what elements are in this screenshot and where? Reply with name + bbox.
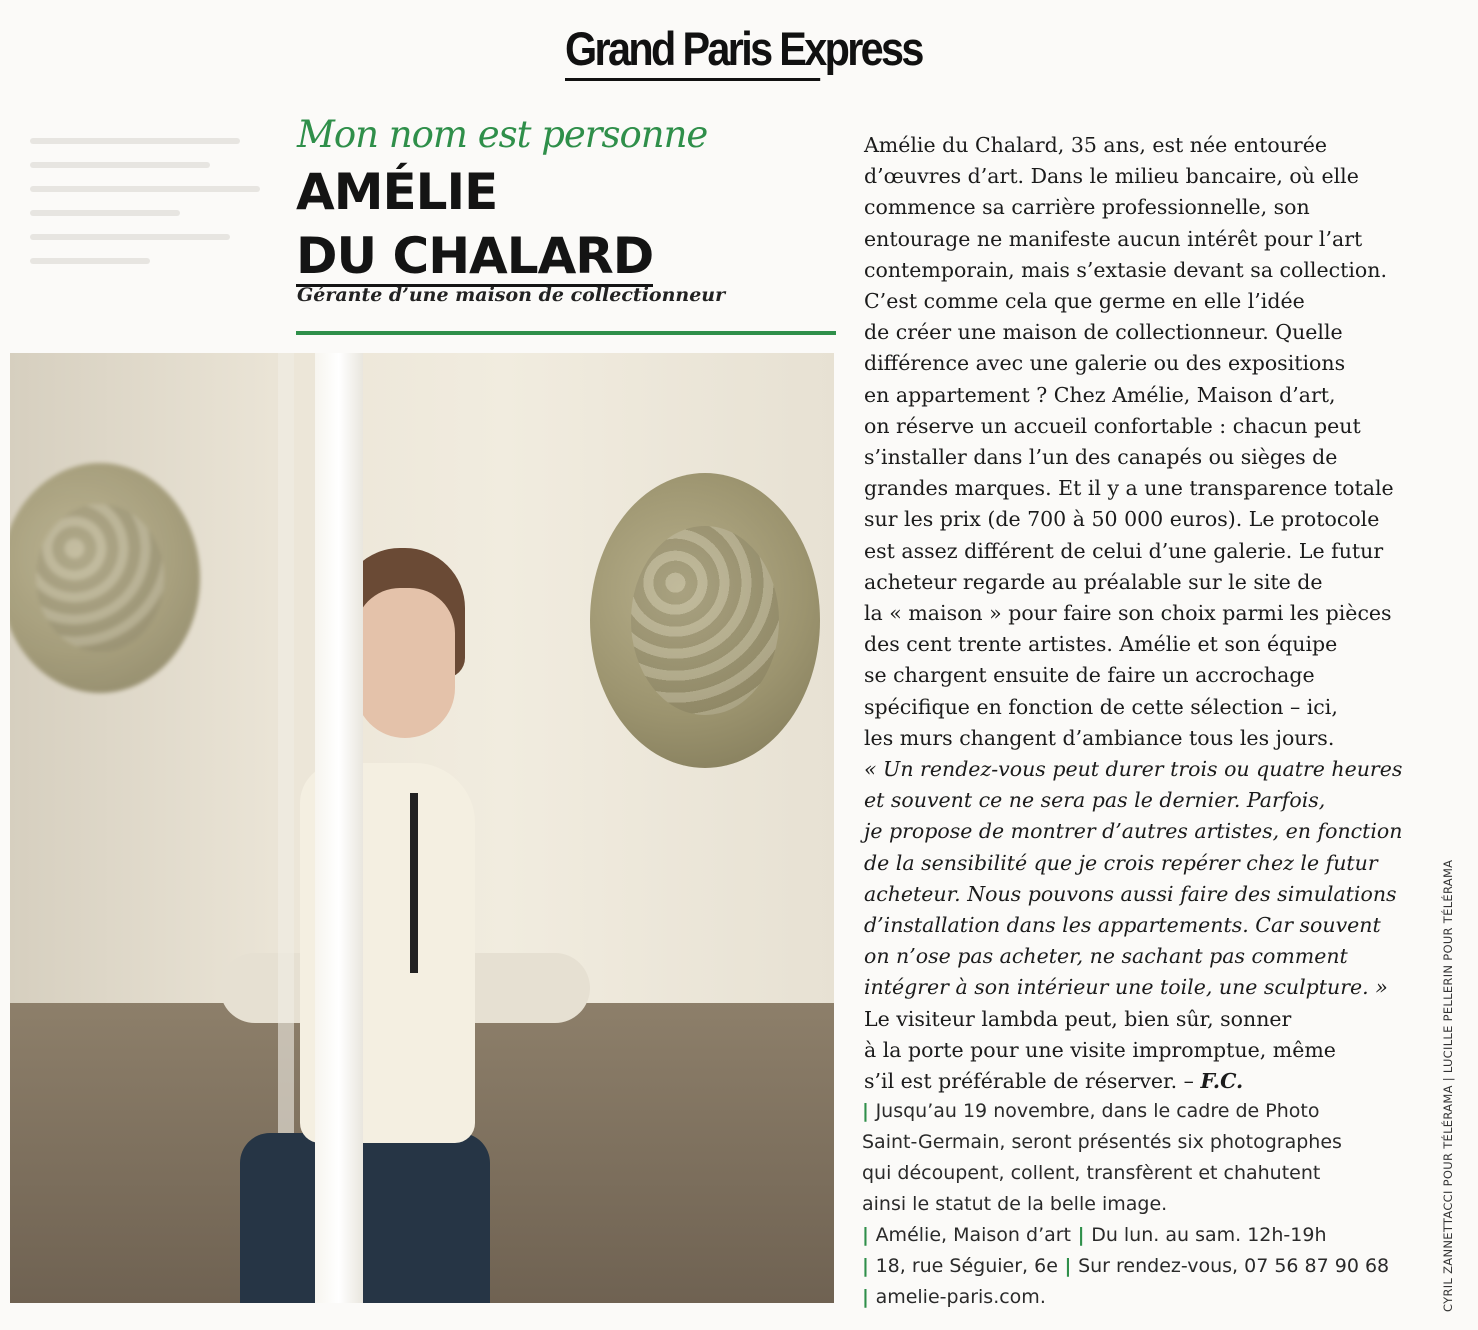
body-line: Amélie du Chalard, 35 ans, est née entourée [864,133,1327,157]
quote-line: et souvent ce ne sera pas le dernier. Parfois, [864,788,1326,813]
article-subtitle: Gérante d’une maison de collectionneur [297,284,726,306]
wall-artwork-left [10,463,200,693]
body-line: en appartement ? Chez Amélie, Maison d’art, [864,382,1336,407]
opening-hours: Du lun. au sam. 12h-19h [1091,1224,1327,1246]
subject-collar [410,793,418,973]
article-body [864,130,1424,1097]
info-separator: | [1057,1255,1079,1277]
closing-text: s’il est préférable de réserver. – [864,1069,1194,1094]
body-line: s’installer dans l’un des canapés ou sièges de [864,445,1338,470]
author-signature: F.C. [1200,1069,1244,1094]
section-title: Grand Paris Express [565,20,820,81]
article-headline [296,160,816,288]
body-line: les murs changent d’ambiance tous les jours. [864,725,1335,750]
wall-artwork-right [590,473,820,768]
subject-face [355,588,455,738]
quote-line: « Un rendez-vous peut durer trois ou quatre heures [864,757,1403,782]
photo-pillar [315,353,363,1303]
quote-line: de la sensibilité que je crois repérer chez le futur [864,850,1378,875]
info-separator: | [862,1286,876,1308]
subject-jeans [240,1133,490,1303]
portrait-photo [10,353,834,1303]
venue-address: 18, rue Séguier, 6e [875,1255,1058,1277]
quote-line: intégrer à son intérieur une toile, une sculpture. » [864,975,1388,1000]
info-separator: | [862,1255,876,1277]
body-line: d’œuvres d’art. Dans le milieu bancaire, où elle [864,164,1359,189]
info-line: Saint-Germain, seront présentés six photographes [862,1131,1342,1153]
body-line: de créer une maison de collectionneur. Quelle [864,320,1343,345]
body-line: la « maison » pour faire son choix parmi les pièces [864,601,1392,626]
info-line: Jusqu’au 19 novembre, dans le cadre de Photo [875,1100,1320,1122]
headline-line-1: AMÉLIE [296,163,498,221]
body-line: acheteur regarde au préalable sur le site de [864,569,1323,594]
body-line: est assez différent de celui d’une galerie. Le futur [864,538,1384,563]
venue-phone: Sur rendez-vous, 07 56 87 90 68 [1078,1255,1390,1277]
body-line: grandes marques. Et il y a une transparence totale [864,476,1394,501]
photo-credit: CYRIL ZANNETTACCI POUR TÉLÉRAMA | LUCILLE PELLERIN POUR TÉLÉRAMA [1441,859,1455,1312]
body-line: contemporain, mais s’extasie devant sa collection. [864,257,1387,282]
quote-line: je propose de montrer d’autres artistes, en fonction [864,819,1403,844]
headline-line-2: DU CHALARD [296,227,654,285]
body-line: différence avec une galerie ou des expositions [864,351,1346,376]
info-separator: | [862,1224,876,1246]
practical-info [862,1096,1422,1313]
info-separator: | [862,1100,876,1122]
body-line: on réserve un accueil confortable : chacun peut [864,413,1361,438]
venue-name: Amélie, Maison d’art [875,1224,1072,1246]
body-line: Le visiteur lambda peut, bien sûr, sonner [864,1006,1292,1031]
body-line-last [864,1066,1424,1097]
info-separator: | [1071,1224,1092,1246]
body-line: C’est comme cela que germe en elle l’idée [864,289,1305,314]
article-kicker: Mon nom est personne [297,113,708,156]
body-line: se chargent ensuite de faire un accrochage [864,663,1315,688]
info-line: ainsi le statut de la belle image. [862,1193,1168,1215]
body-line: sur les prix (de 700 à 50 000 euros). Le protocole [864,507,1380,532]
venue-website[interactable]: amelie-paris.com. [875,1286,1046,1308]
info-line: qui découpent, collent, transfèrent et chahutent [862,1162,1321,1184]
body-line: commence sa carrière professionnelle, son [864,195,1310,220]
quote-line: acheteur. Nous pouvons aussi faire des simulations [864,881,1397,906]
green-divider [296,331,836,335]
quote-line: on n’ose pas acheter, ne sachant pas comment [864,944,1348,969]
bleed-through-text [10,120,280,264]
quote-line: d’installation dans les appartements. Car souvent [864,913,1381,938]
body-line: à la porte pour une visite impromptue, même [864,1037,1336,1062]
body-line: des cent trente artistes. Amélie et son équipe [864,632,1338,657]
body-line: entourage ne manifeste aucun intérêt pour l’art [864,226,1363,251]
body-line: spécifique en fonction de cette sélection – ici, [864,694,1338,719]
